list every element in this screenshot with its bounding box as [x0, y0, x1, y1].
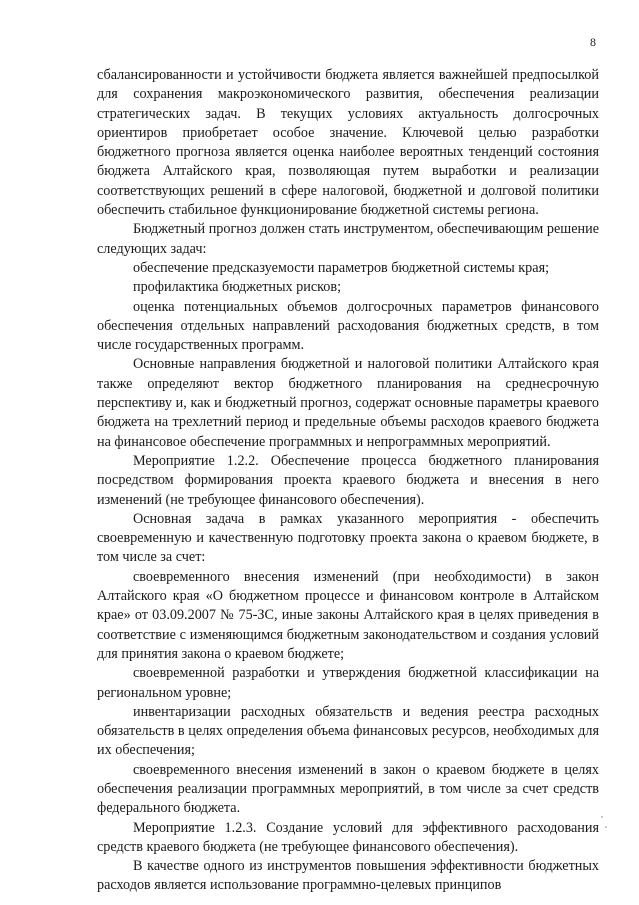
paragraph-efficiency-tools: В качестве одного из инструментов повышения эффективности бюджетных расходов является использование программно-целевых принципов — [97, 858, 599, 894]
paragraph-budget-forecast-goal: сбалансированности и устойчивости бюджета является важнейшей предпосылкой для сохранения макроэкономического развития, обеспечения реализации стратегических задач. В текущих условиях актуальность долгосрочных ориентиров приобретает особое значение. Ключевой целью разработки бюджетного прогноза является оценка наиболее вероятных тенденций состояния бюджета Алтайского края, позволяющая путем выработки и реализации соответствующих решений в сфере налоговой, бюджетной и долговой политики обеспечить стабильное функционирование бюджетной системы региона. — [97, 67, 599, 219]
list-item-volume-assessment: оценка потенциальных объемов долгосрочных параметров финансового обеспечения отдельных направлений расходования бюджетных средств, в том числе государственных программ. — [97, 298, 599, 354]
list-item-law-amendments: своевременного внесения изменений (при необходимости) в закон Алтайского края «О бюджетном процессе и финансовом контроле в Алтайском крае» от 03.09.2007 № 75-ЗС, иные законы Алтайского края в целях приведения в соответствие с изменяющимся бюджетным законодательством и создания условий для принятия закона о краевом бюджете; — [97, 568, 599, 662]
list-item-predictability: обеспечение предсказуемости параметров бюджетной системы края; — [133, 259, 550, 276]
list-item-budget-classification: своевременной разработки и утверждения бюджетной классификации на региональном уровне; — [97, 665, 599, 701]
paragraph-forecast-tasks-intro: Бюджетный прогноз должен стать инструментом, обеспечивающим решение следующих задач: — [97, 221, 599, 257]
paragraph-main-task: Основная задача в рамках указанного мероприятия - обеспечить своевременную и качественную подготовку проекта закона о краевом бюджете, в том числе за счет: — [97, 510, 599, 566]
paragraph-measure-1-2-2: Мероприятие 1.2.2. Обеспечение процесса бюджетного планирования посредством формирования проекта краевого бюджета и внесения в него изменений (не требующее финансового обеспечения). — [97, 452, 599, 508]
list-item-risk-prevention: профилактика бюджетных рисков; — [133, 279, 342, 296]
page-number: 8 — [590, 35, 596, 49]
document-body — [97, 66, 599, 896]
list-item-obligations-inventory: инвентаризации расходных обязательств и ведения реестра расходных обязательств в целях определения объема финансовых ресурсов, необходимых для их обеспечения; — [97, 703, 599, 759]
paragraph-measure-1-2-3: Мероприятие 1.2.3. Создание условий для эффективного расходования средств краевого бюджета (не требующее финансового обеспечения). — [97, 819, 599, 855]
scan-speck — [605, 826, 607, 828]
scan-speck — [601, 816, 603, 818]
list-item-budget-law-changes: своевременного внесения изменений в закон о краевом бюджете в целях обеспечения реализации программных мероприятий, в том числе за счет средств федерального бюджета. — [97, 761, 599, 817]
paragraph-policy-directions: Основные направления бюджетной и налоговой политики Алтайского края также определяют вектор бюджетного планирования на среднесрочную перспективу и, как и бюджетный прогноз, содержат основные параметры краевого бюджета на трехлетний период и предельные объемы расходов краевого бюджета на финансовое обеспечение программных и непрограммных мероприятий. — [97, 356, 599, 450]
